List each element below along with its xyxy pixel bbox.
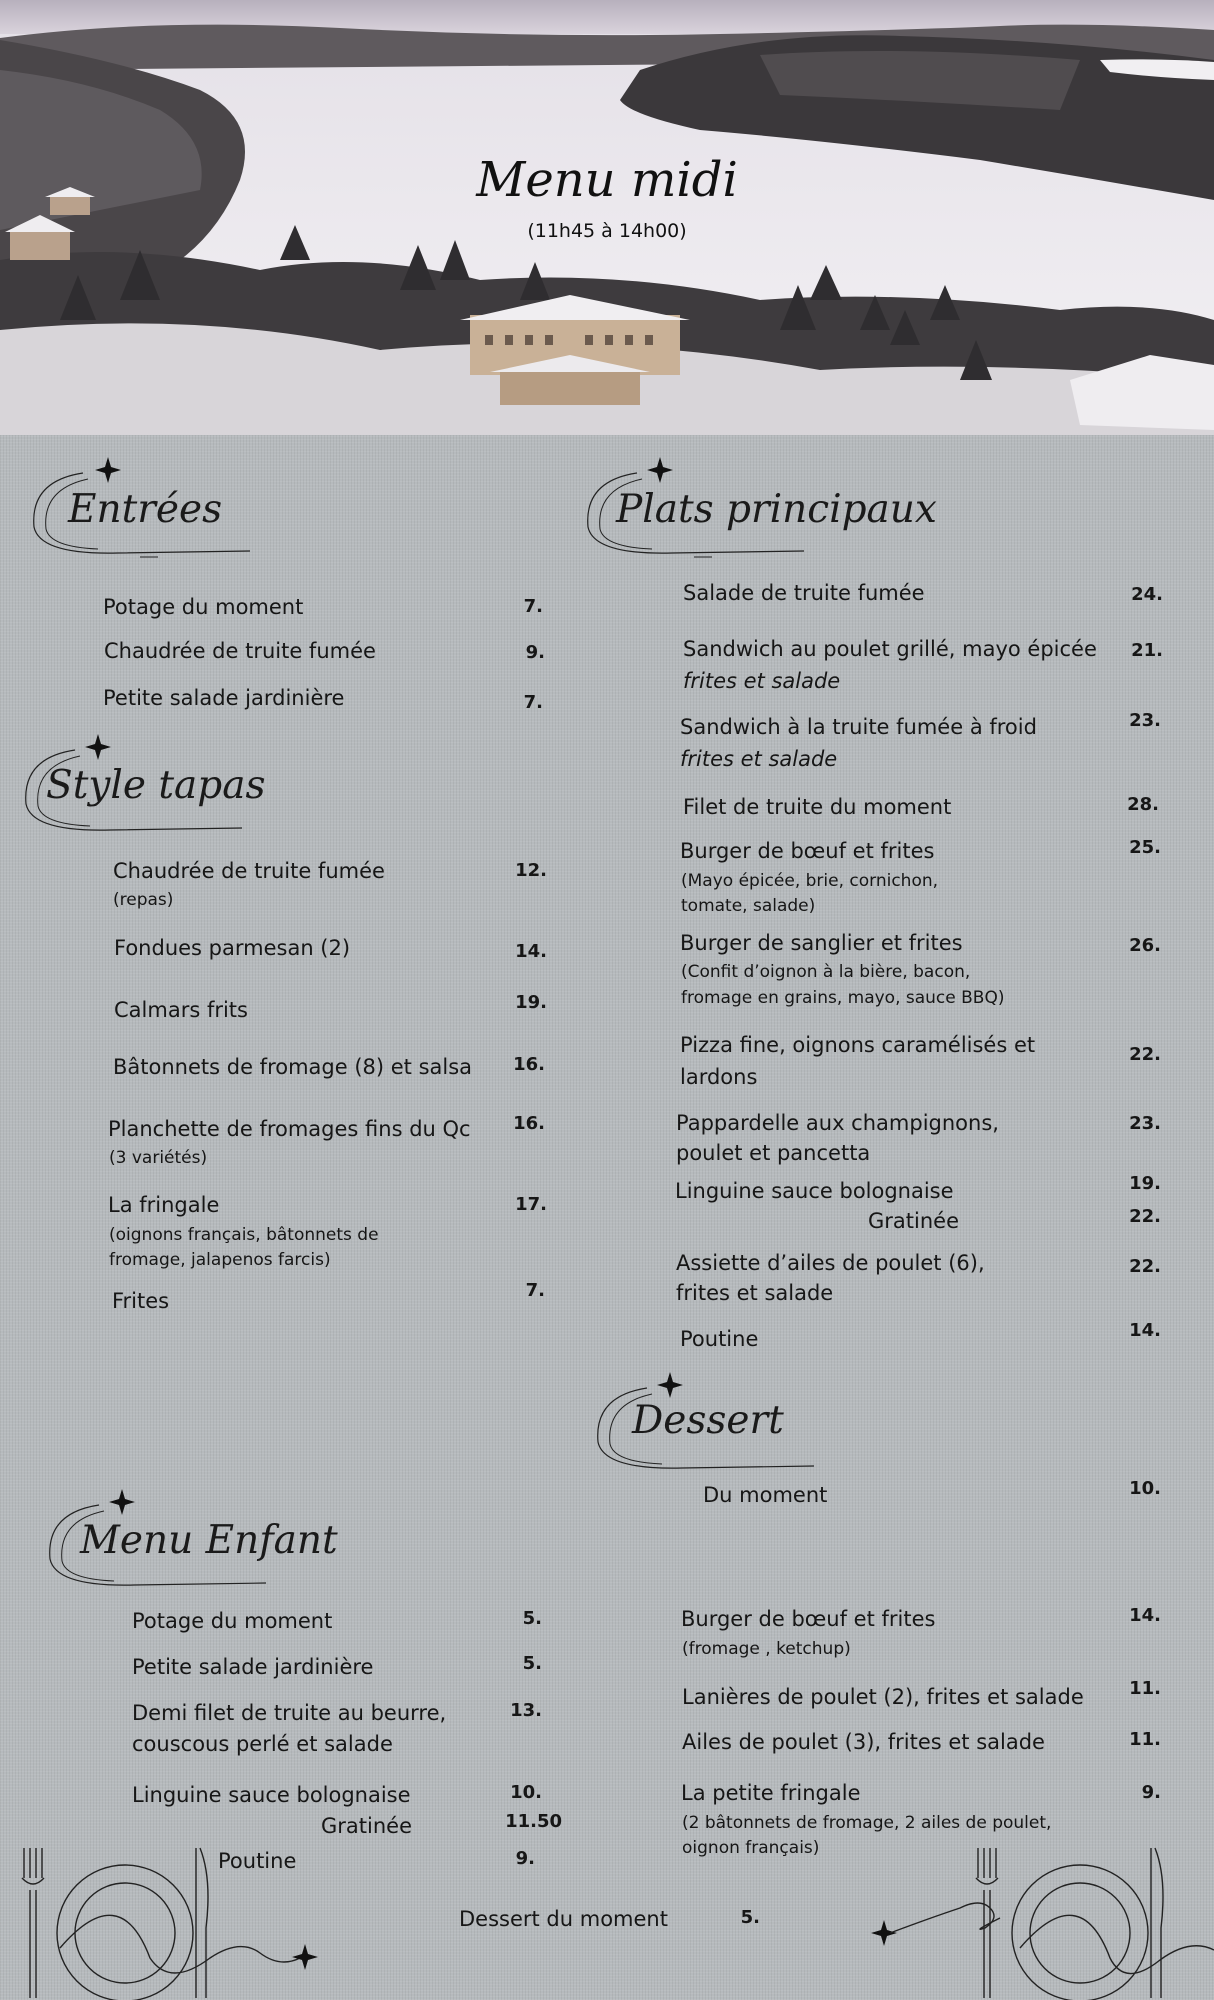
menu-item-price: 5.: [740, 1907, 760, 1928]
menu-item-price: 11.: [1129, 1729, 1161, 1750]
menu-item-price: 13.: [510, 1700, 542, 1721]
menu-item-note: (repas): [113, 890, 174, 910]
menu-item-sides: frites et salade: [680, 747, 838, 771]
menu-item-price: 14.: [515, 941, 547, 962]
plate-cutlery-icon: [870, 1838, 1214, 2000]
menu-title: Menu midi: [476, 152, 738, 208]
menu-item-price: 5.: [522, 1653, 542, 1674]
menu-item-name: Chaudrée de truite fumée: [113, 859, 385, 883]
menu-item-note: (Mayo épicée, brie, cornichon,: [681, 871, 939, 891]
menu-item-variant: Gratinée: [321, 1814, 412, 1838]
menu-item-name: Burger de bœuf et frites: [680, 839, 935, 863]
menu-item-name: Ailes de poulet (3), frites et salade: [682, 1730, 1045, 1754]
menu-item-variant: Gratinée: [868, 1209, 959, 1233]
plate-cutlery-icon: [0, 1838, 330, 2000]
menu-item-name: Assiette d’ailes de poulet (6),: [676, 1251, 985, 1275]
menu-item-price: 19.: [1129, 1173, 1161, 1194]
menu-item-name: Lanières de poulet (2), frites et salade: [682, 1685, 1084, 1709]
menu-item-price: 5.: [522, 1608, 542, 1629]
menu-item-price: 9.: [1141, 1782, 1161, 1803]
menu-item-note: tomate, salade): [681, 896, 816, 916]
menu-item-price: 7.: [523, 692, 543, 713]
menu-item-name-cont: lardons: [680, 1065, 758, 1089]
menu-item-price: 12.: [515, 860, 547, 881]
section-title-entrees: Entrées: [68, 487, 223, 532]
menu-item-name: Pizza fine, oignons caramélisés et: [680, 1033, 1036, 1057]
menu-item-price: 21.: [1131, 640, 1163, 661]
menu-item-note: oignon français): [682, 1838, 820, 1858]
menu-item-note: (2 bâtonnets de fromage, 2 ailes de poulet,: [682, 1813, 1052, 1833]
menu-item-variant-price: 11.50: [505, 1811, 562, 1832]
menu-item-price: 9.: [515, 1848, 535, 1869]
menu-item-name: Bâtonnets de fromage (8) et salsa: [113, 1055, 473, 1079]
menu-item-name: Linguine sauce bolognaise: [675, 1179, 954, 1203]
menu-item-name: Du moment: [703, 1483, 828, 1507]
menu-item-name: Petite salade jardinière: [103, 686, 345, 710]
menu-item-name: Burger de bœuf et frites: [681, 1607, 936, 1631]
menu-item-price: 28.: [1127, 794, 1159, 815]
menu-item-name: Petite salade jardinière: [132, 1655, 374, 1679]
menu-item-name: Salade de truite fumée: [683, 581, 925, 605]
menu-item-note: (fromage , ketchup): [682, 1639, 851, 1659]
menu-item-name-cont: couscous perlé et salade: [132, 1732, 393, 1756]
menu-item-variant-price: 22.: [1129, 1206, 1161, 1227]
menu-item-name: La fringale: [108, 1193, 220, 1217]
menu-item-price: 9.: [525, 642, 545, 663]
menu-item-note: (oignons français, bâtonnets de: [109, 1225, 379, 1245]
menu-item-name: Planchette de fromages fins du Qc: [108, 1117, 471, 1141]
menu-item-price: 14.: [1129, 1605, 1161, 1626]
menu-item-name: Filet de truite du moment: [683, 795, 952, 819]
hero-landscape-image: [0, 0, 1214, 435]
menu-item-name: Pappardelle aux champignons,: [676, 1111, 999, 1135]
section-title-dessert: Dessert: [632, 1398, 784, 1443]
menu-item-name: Dessert du moment: [459, 1907, 668, 1931]
menu-item-price: 16.: [513, 1113, 545, 1134]
landscape-illustration: [0, 0, 1214, 435]
menu-item-name: Calmars frits: [114, 998, 248, 1022]
menu-item-name: Potage du moment: [103, 595, 304, 619]
menu-item-name: Frites: [112, 1289, 170, 1313]
menu-item-price: 22.: [1129, 1044, 1161, 1065]
menu-item-name: Demi filet de truite au beurre,: [132, 1701, 447, 1725]
menu-item-price: 11.: [1129, 1678, 1161, 1699]
menu-item-sides: frites et salade: [683, 669, 841, 693]
menu-item-name: Sandwich à la truite fumée à froid: [680, 715, 1037, 739]
menu-item-name: Burger de sanglier et frites: [680, 931, 963, 955]
menu-item-note: fromage, jalapenos farcis): [109, 1250, 331, 1270]
menu-item-price: 23.: [1129, 1113, 1161, 1134]
menu-item-price: 24.: [1131, 584, 1163, 605]
menu-hours: (11h45 à 14h00): [527, 220, 687, 242]
menu-item-price: 7.: [523, 596, 543, 617]
menu-item-price: 10.: [510, 1782, 542, 1803]
menu-item-name: Potage du moment: [132, 1609, 333, 1633]
menu-item-note: (3 variétés): [109, 1148, 208, 1168]
menu-item-price: 23.: [1129, 710, 1161, 731]
menu-item-name: Linguine sauce bolognaise: [132, 1783, 411, 1807]
menu-item-price: 7.: [525, 1280, 545, 1301]
menu-item-note: (Confit d’oignon à la bière, bacon,: [681, 962, 971, 982]
menu-item-name-cont: poulet et pancetta: [676, 1141, 871, 1165]
menu-item-price: 17.: [515, 1194, 547, 1215]
menu-item-price: 14.: [1129, 1320, 1161, 1341]
menu-item-name: Poutine: [680, 1327, 759, 1351]
menu-item-name: Chaudrée de truite fumée: [104, 639, 376, 663]
section-title-tapas: Style tapas: [46, 763, 266, 808]
menu-item-price: 10.: [1129, 1478, 1161, 1499]
menu-item-price: 26.: [1129, 935, 1161, 956]
menu-item-sides: frites et salade: [676, 1281, 834, 1305]
section-title-enfant: Menu Enfant: [80, 1518, 338, 1563]
menu-item-name: La petite fringale: [681, 1781, 861, 1805]
menu-item-price: 22.: [1129, 1256, 1161, 1277]
menu-item-name: Sandwich au poulet grillé, mayo épicée: [683, 637, 1097, 661]
menu-item-note: fromage en grains, mayo, sauce BBQ): [681, 988, 1005, 1008]
menu-item-price: 25.: [1129, 837, 1161, 858]
menu-item-name: Fondues parmesan (2): [114, 936, 351, 960]
menu-item-price: 19.: [515, 992, 547, 1013]
menu-item-price: 16.: [513, 1054, 545, 1075]
menu-item-name: Poutine: [218, 1849, 297, 1873]
section-title-plats: Plats principaux: [616, 487, 937, 532]
